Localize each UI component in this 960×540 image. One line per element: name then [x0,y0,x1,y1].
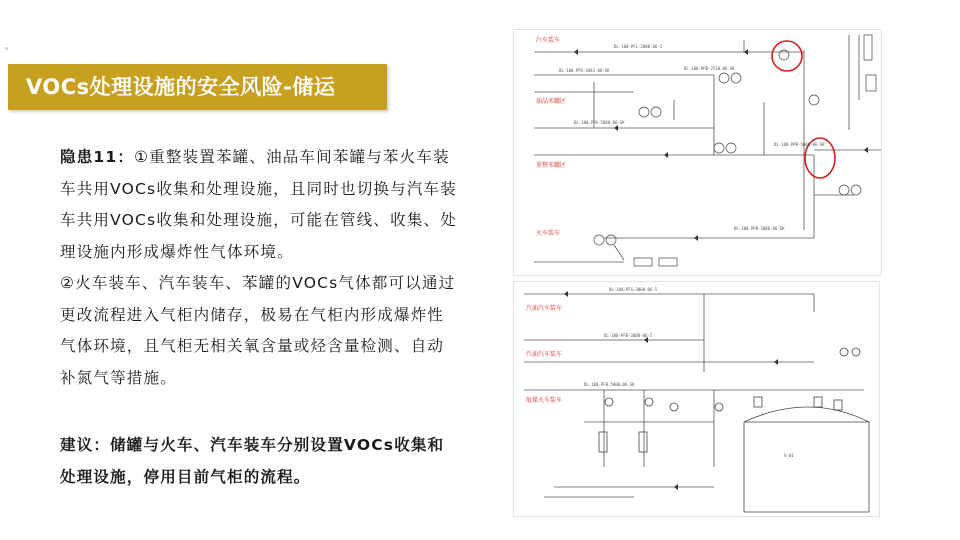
pid-bottom-svg [514,282,879,516]
svg-text:DL-100-PFG-3000-06-5: DL-100-PFG-3000-06-5 [609,287,658,292]
pid-diagram-top [513,29,882,276]
svg-text:DL-100-PFL-2000-06-5: DL-100-PFL-2000-06-5 [614,44,663,49]
svg-text:DL-100-PPB-5000-06-SK: DL-100-PPB-5000-06-SK [774,142,825,147]
hazard-paragraph-1 [60,142,460,268]
hazard-paragraph-2: ②火车装车、汽车装车、苯罐的VOCs气体都可以通过更改流程进入气柜内储存，极易在气柜内形成爆炸性气体环境，且气柜无相关氧含量或烃含量检测、自动补氮气等措施。 [60,274,456,387]
svg-text:DL-100-PFB-2000-06-5: DL-100-PFB-2000-06-5 [604,333,653,338]
hazard-text [60,142,460,394]
svg-text:V-01: V-01 [784,453,794,458]
hazard-p1: ①重整装置苯罐、油品车间苯罐与苯火车装车共用VOCs收集和处理设施，且同时也切换与汽车装车共用VOCs收集和处理设施，可能在管线、收集、处理设施内形成爆炸性气体环境。 [60,148,457,261]
zone-label-1: 汽车装车 [536,37,561,44]
zone-label-4: 火车装车 [536,230,561,237]
title-banner [8,64,387,110]
pid-top-svg [514,30,881,275]
svg-text:DL-100-PFB-5000-06-SK: DL-100-PFB-5000-06-SK [584,382,635,387]
hazard-label: 隐患11： [60,148,135,166]
advice-text: 建议：储罐与火车、汽车装车分别设置VOCs收集和处理设施，停用目前气柜的流程。 [60,436,445,486]
zone-label-b2: 汽油汽车装车 [526,351,563,358]
svg-text:DL-100-PPG-4441-06-SK: DL-100-PPG-4441-06-SK [559,68,610,73]
pid-diagram-bottom [513,281,880,517]
zone-label-2: 油品苯罐区 [536,98,567,105]
zone-label-b3: 航煤火车装车 [526,397,563,404]
slide-title: VOCs处理设施的安全风险-储运 [26,75,336,99]
zone-label-3: 重整苯罐区 [536,162,567,169]
svg-text:DL-100-PPG-5000-06-SK: DL-100-PPG-5000-06-SK [574,120,625,125]
svg-text:DL-100-PPB-5000-06-SK: DL-100-PPB-5000-06-SK [734,226,785,231]
zone-label-b1: 汽油汽车装车 [526,305,563,312]
svg-text:DL-100-PPB-2510-06-SK: DL-100-PPB-2510-06-SK [684,66,735,71]
decor-dot [5,47,8,50]
